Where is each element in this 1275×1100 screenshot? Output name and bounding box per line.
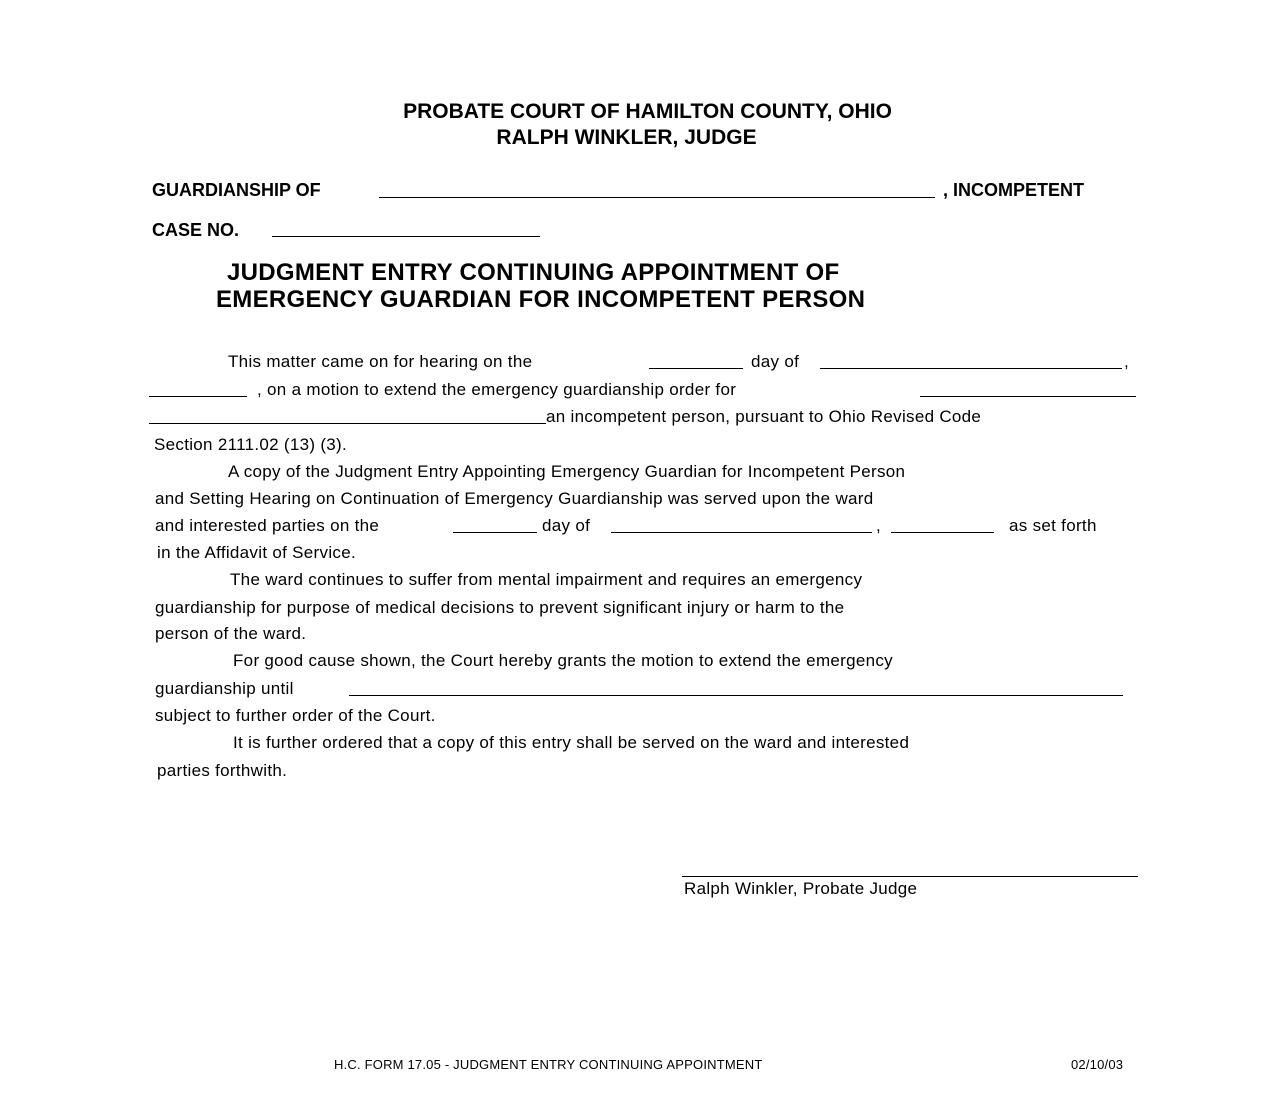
- ward-name-field-1[interactable]: [920, 382, 1136, 397]
- p1-comma: ,: [1124, 352, 1130, 371]
- footer-form-id: H.C. FORM 17.05 - JUDGMENT ENTRY CONTINUING APPOINTMENT: [334, 1057, 763, 1072]
- p5-line1: It is further ordered that a copy of this entry shall be served on the ward and interested: [233, 733, 910, 752]
- p1-text-e: an incompetent person, pursuant to Ohio Revised Code: [546, 407, 982, 426]
- signature-line[interactable]: [682, 876, 1138, 877]
- p3-line2: guardianship for purpose of medical decisions to prevent significant injury or harm to the: [155, 598, 845, 617]
- p2-line1: A copy of the Judgment Entry Appointing Emergency Guardian for Incompetent Person: [228, 462, 906, 481]
- hearing-month-field[interactable]: [820, 354, 1122, 369]
- p2-line3a: and interested parties on the: [155, 516, 380, 535]
- court-name: PROBATE COURT OF HAMILTON COUNTY, OHIO: [403, 100, 892, 123]
- p1-text-b: day of: [751, 352, 800, 371]
- guardianship-label: GUARDIANSHIP OF: [152, 180, 321, 200]
- ward-name-field-2[interactable]: [149, 409, 546, 424]
- p2-line2: and Setting Hearing on Continuation of Emergency Guardianship was served upon the ward: [155, 489, 874, 508]
- p3-line1: The ward continues to suffer from mental impairment and requires an emergency: [230, 570, 863, 589]
- service-year-field[interactable]: [891, 518, 994, 533]
- p4-line1: For good cause shown, the Court hereby grants the motion to extend the emergency: [233, 651, 893, 670]
- service-day-field[interactable]: [453, 518, 537, 533]
- signature-label: Ralph Winkler, Probate Judge: [684, 879, 918, 898]
- p4-line3: subject to further order of the Court.: [155, 706, 436, 725]
- p2-line3b: day of: [542, 516, 591, 535]
- p2-line3d: as set forth: [1009, 516, 1097, 535]
- p5-line2: parties forthwith.: [157, 761, 288, 780]
- document-title-line2: EMERGENCY GUARDIAN FOR INCOMPETENT PERSON: [216, 286, 866, 313]
- footer-date: 02/10/03: [1071, 1057, 1124, 1072]
- incompetent-label: , INCOMPETENT: [943, 180, 1085, 200]
- p2-line4: in the Affidavit of Service.: [157, 543, 356, 562]
- p3-line3: person of the ward.: [155, 624, 307, 643]
- case-no-label: CASE NO.: [152, 220, 240, 240]
- judge-line: RALPH WINKLER, JUDGE: [496, 126, 757, 149]
- p4-line2: guardianship until: [155, 679, 294, 698]
- p1-text-a: This matter came on for hearing on the: [228, 352, 533, 371]
- hearing-year-field[interactable]: [149, 382, 247, 397]
- p2-line3c: ,: [876, 516, 882, 535]
- p1-text-d: , on a motion to extend the emergency guardianship order for: [257, 380, 737, 399]
- ward-name-field[interactable]: [379, 183, 935, 198]
- p1-text-f: Section 2111.02 (13) (3).: [154, 435, 348, 454]
- hearing-day-field[interactable]: [649, 354, 743, 369]
- extension-date-field[interactable]: [349, 681, 1123, 696]
- document-title-line1: JUDGMENT ENTRY CONTINUING APPOINTMENT OF: [227, 259, 840, 286]
- service-month-field[interactable]: [611, 518, 872, 533]
- case-no-field[interactable]: [272, 222, 540, 237]
